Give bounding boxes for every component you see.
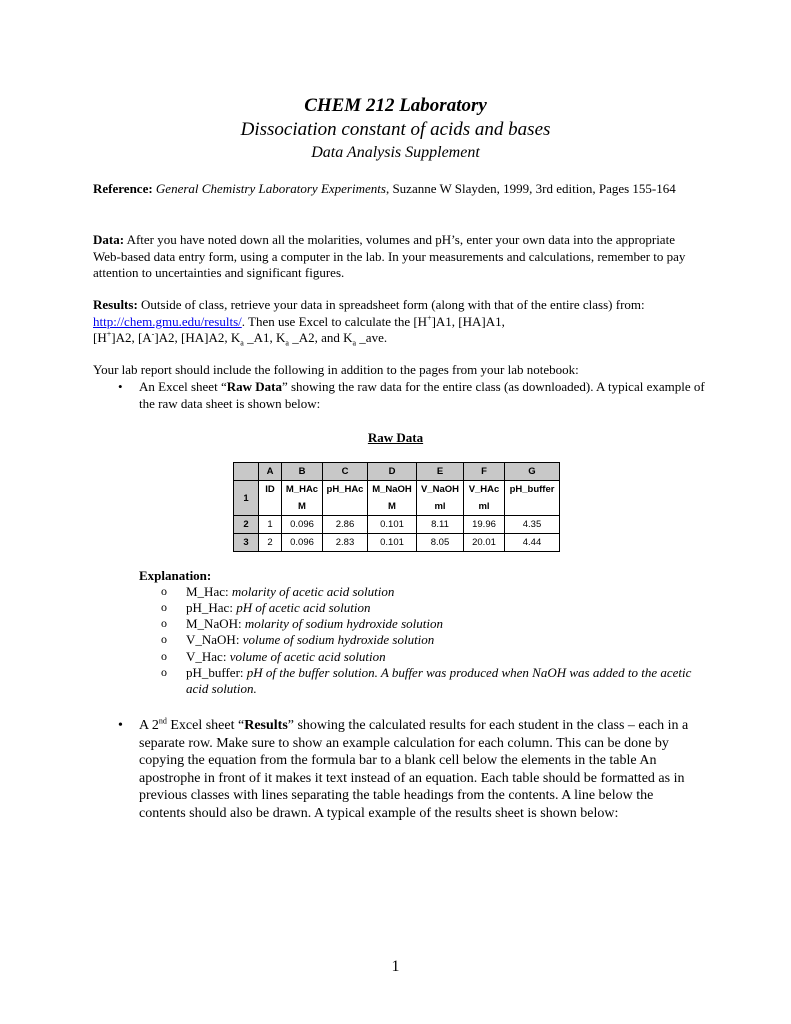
data-text: After you have noted down all the molarities, volumes and pH’s, enter your own data into the appropriate Web-based data entry form, using a computer in the lab. In your measurements and calculations, remember to pay attention to uncertainties and significant figures. <box>93 232 686 280</box>
table-cell: 4.44 <box>505 534 560 552</box>
column-header: V_NaOH <box>417 481 464 499</box>
table-cell: 0.101 <box>368 516 417 534</box>
column-unit: M <box>368 498 417 516</box>
explanation-term: V_Hac: <box>186 649 230 664</box>
results-text: . Then use Excel to calculate the [H <box>241 313 428 329</box>
table-cell: 19.96 <box>464 516 505 534</box>
list-marker: o <box>161 665 167 679</box>
col-letter: F <box>464 463 505 481</box>
results-text: ]A2, [HA]A2, K <box>154 330 241 345</box>
row-number: 3 <box>234 534 259 552</box>
superscript: + <box>427 313 432 323</box>
results-text: Outside of class, retrieve your data in spreadsheet form (along with that of the entire class) from: <box>137 297 645 312</box>
reference-paragraph <box>93 181 703 198</box>
column-header: pH_buffer <box>505 481 560 499</box>
explanation-desc: molarity of sodium hydroxide solution <box>244 616 443 631</box>
table-cell: 4.35 <box>505 516 560 534</box>
col-letter: A <box>259 463 282 481</box>
column-unit: M <box>282 498 323 516</box>
column-header: ID <box>259 481 282 499</box>
explanation-desc: volume of sodium hydroxide solution <box>242 632 435 647</box>
row-number: 2 <box>234 516 259 534</box>
explanation-desc: pH of the buffer solution. A buffer was produced when NaOH was added to the acetic acid solution. <box>186 665 692 696</box>
explanation-term: V_NaOH: <box>186 632 243 647</box>
page-subtitle: Dissociation constant of acids and bases <box>240 119 551 140</box>
column-header: V_HAc <box>464 481 505 499</box>
explanation-desc: pH of acetic acid solution <box>236 600 371 615</box>
col-letter: B <box>282 463 323 481</box>
superscript: - <box>151 329 155 339</box>
results-text: _A2, and K <box>288 330 353 345</box>
table-cell: 2 <box>259 534 282 552</box>
table-row <box>234 516 560 534</box>
data-label: Data: <box>93 232 125 247</box>
subscript: a <box>240 338 244 348</box>
bullet-text: ” showing the raw data for the entire class (as downloaded). A typical example of the raw data sheet is shown below: <box>139 379 705 411</box>
title-block <box>0 94 791 164</box>
table-cell: 0.096 <box>282 534 323 552</box>
table-cell: 2.83 <box>323 534 368 552</box>
superscript: nd <box>158 716 167 726</box>
results-text: ]A2, [A <box>111 330 152 345</box>
results-link[interactable]: http://chem.gmu.edu/results/ <box>93 313 242 329</box>
list-marker: o <box>161 632 167 646</box>
bullet-bold: Results <box>244 718 288 733</box>
explanation-term: pH_buffer: <box>186 665 247 680</box>
page-title: CHEM 212 Laboratory <box>304 95 487 116</box>
col-letter: D <box>368 463 417 481</box>
results-text: _A1, K <box>243 330 286 345</box>
results-paragraph <box>93 297 703 347</box>
list-item <box>186 584 706 600</box>
results-label: Results: <box>93 297 138 312</box>
reference-rest: , Suzanne W Slayden, 1999, 3rd edition, Pages 155-164 <box>385 181 676 196</box>
superscript: + <box>106 329 112 339</box>
list-marker: o <box>161 584 167 598</box>
list-item <box>186 665 706 697</box>
raw-data-table <box>233 462 560 552</box>
explanation-heading: Explanation: <box>139 568 212 583</box>
table-cell: 2.86 <box>323 516 368 534</box>
table-cell: 8.05 <box>417 534 464 552</box>
report-intro: Your lab report should include the following in addition to the pages from your lab notebook: <box>93 362 579 377</box>
list-item <box>186 616 706 632</box>
row-number: 1 <box>234 481 259 516</box>
column-unit: ml <box>464 498 505 516</box>
bullet-bold: Raw Data <box>226 379 282 394</box>
explanation-term: pH_Hac: <box>186 600 237 615</box>
column-unit <box>259 498 282 516</box>
list-item <box>186 632 706 648</box>
explanation-desc: molarity of acetic acid solution <box>231 584 395 599</box>
corner-cell <box>234 463 259 481</box>
bullet-text: An Excel sheet “ <box>139 379 227 394</box>
col-letter: C <box>323 463 368 481</box>
column-header: pH_HAc <box>323 481 368 499</box>
page-number: 1 <box>391 958 400 975</box>
bullet-raw-data <box>139 379 709 412</box>
bullet-text: ” showing the calculated results for each student in the class – each in a separate row. Make sure to show an example calculation for each column. This can be done by copying the equation from the formula bar to a blank cell below the elements in the table An apostrophe in front of it makes it text instead of an equation. Each table should be formatted as in previous classes with lines separating the table headings from the contents. A line below the contents should also be drawn. A typical example of the results sheet is shown below: <box>139 718 689 821</box>
results-text: ]A1, [HA]A1, <box>431 313 505 329</box>
table-cell: 0.096 <box>282 516 323 534</box>
explanation-desc: volume of acetic acid solution <box>229 649 386 664</box>
raw-data-title: Raw Data <box>367 430 424 445</box>
column-header: M_HAc <box>282 481 323 499</box>
list-item <box>186 649 706 665</box>
table-cell: 1 <box>259 516 282 534</box>
subscript: a <box>285 338 289 348</box>
results-text: _ave. <box>356 330 388 345</box>
list-marker: o <box>161 649 167 663</box>
results-text: [H <box>93 330 107 345</box>
page-subtitle-2: Data Analysis Supplement <box>311 144 480 161</box>
reference-label: Reference: <box>93 181 153 196</box>
bullet-text: Excel sheet “ <box>166 718 245 733</box>
subscript: a <box>352 338 357 348</box>
reference-book: General Chemistry Laboratory Experiments <box>155 181 386 196</box>
table-cell: 20.01 <box>464 534 505 552</box>
bullet-marker: • <box>118 718 123 733</box>
col-letter: G <box>505 463 560 481</box>
table-row <box>234 534 560 552</box>
table-cell: 0.101 <box>368 534 417 552</box>
column-unit: ml <box>417 498 464 516</box>
list-item <box>186 600 706 616</box>
col-letter: E <box>417 463 464 481</box>
bullet-text: A 2 <box>139 718 159 733</box>
bullet-results <box>139 717 699 822</box>
list-marker: o <box>161 600 167 614</box>
bullet-marker: • <box>118 379 123 394</box>
explanation-term: M_Hac: <box>186 584 232 599</box>
column-unit <box>505 498 560 516</box>
column-unit <box>323 498 368 516</box>
explanation-term: M_NaOH: <box>186 616 245 631</box>
column-header: M_NaOH <box>368 481 417 499</box>
table-cell: 8.11 <box>417 516 464 534</box>
list-marker: o <box>161 616 167 630</box>
data-paragraph <box>93 232 703 282</box>
